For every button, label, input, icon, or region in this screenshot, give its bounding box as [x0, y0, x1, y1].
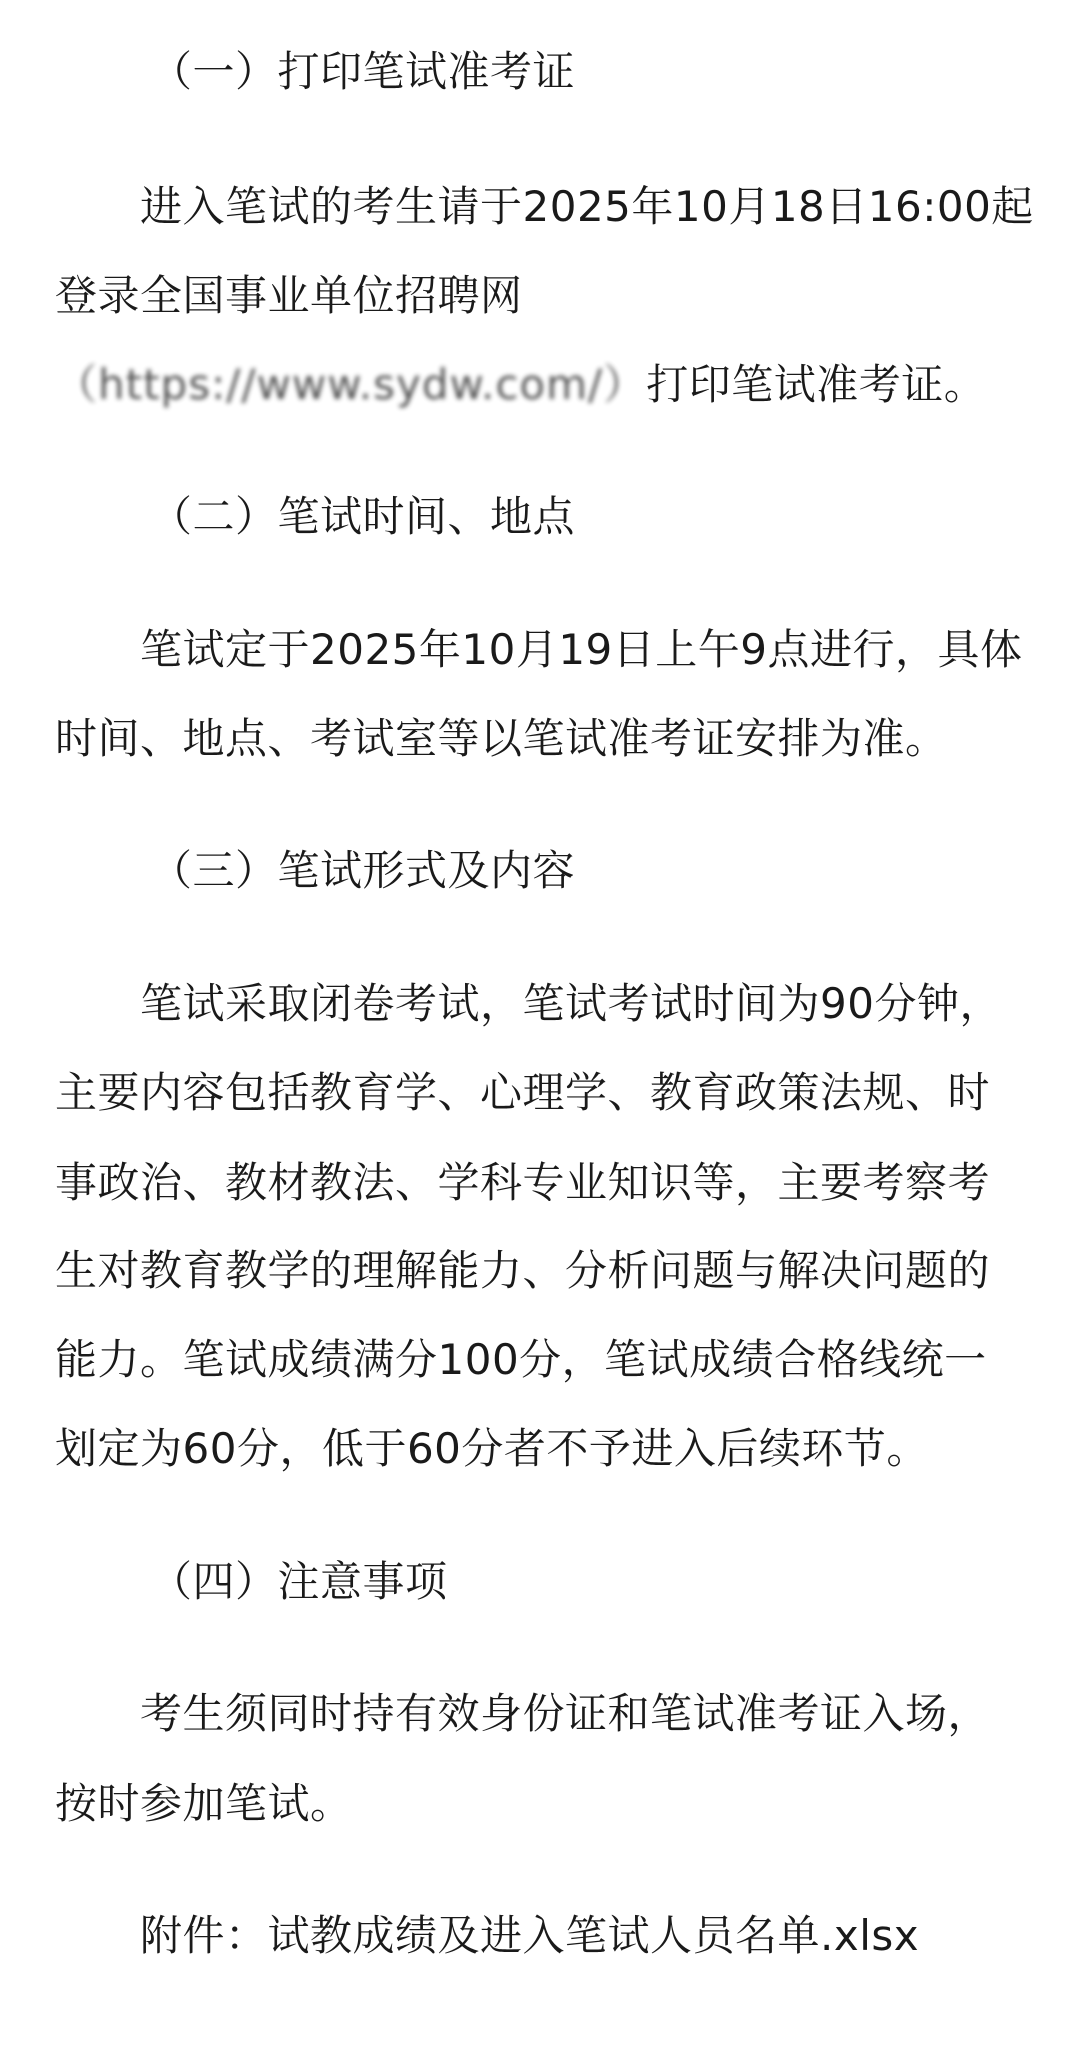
paragraph-line: 考生须同时持有效身份证和笔试准考证入场，	[140, 1689, 991, 1738]
attachment-file-link[interactable]: 试教成绩及进入笔试人员名单.xlsx	[267, 1911, 920, 1960]
section-heading-4: （四）注意事项	[150, 1557, 448, 1606]
paragraph-line	[55, 359, 1035, 411]
section-heading-1: （一）打印笔试准考证	[150, 47, 576, 96]
paragraph-line: 划定为60分，低于60分者不予进入后续环节。	[55, 1424, 929, 1473]
section-heading-3: （三）笔试形式及内容	[150, 846, 576, 895]
paragraph-line: 生对教育教学的理解能力、分析问题与解决问题的	[55, 1246, 991, 1295]
paragraph-line: 主要内容包括教育学、心理学、教育政策法规、时	[55, 1068, 991, 1117]
paragraph-text: 打印笔试准考证。	[646, 360, 987, 409]
paragraph-line: 能力。笔试成绩满分100分，笔试成绩合格线统一	[55, 1335, 987, 1384]
paragraph-line: 登录全国事业单位招聘网	[55, 271, 523, 320]
paragraph-line: 时间、地点、考试室等以笔试准考证安排为准。	[55, 714, 948, 763]
website-link[interactable]: （https://www.sydw.com/）	[55, 360, 647, 409]
section-heading-2: （二）笔试时间、地点	[150, 492, 576, 541]
paragraph-line: 笔试定于2025年10月19日上午9点进行，具体	[140, 625, 1023, 674]
paragraph-line: 进入笔试的考生请于2025年10月18日16:00起	[140, 182, 1034, 231]
attachment-label: 附件：	[140, 1911, 268, 1960]
paragraph-line: 按时参加笔试。	[55, 1779, 353, 1828]
attachment-line	[140, 1910, 1080, 1962]
paragraph-line: 事政治、教材教法、学科专业知识等，主要考察考	[55, 1158, 991, 1207]
paragraph-line: 笔试采取闭卷考试，笔试考试时间为90分钟，	[140, 979, 1002, 1028]
